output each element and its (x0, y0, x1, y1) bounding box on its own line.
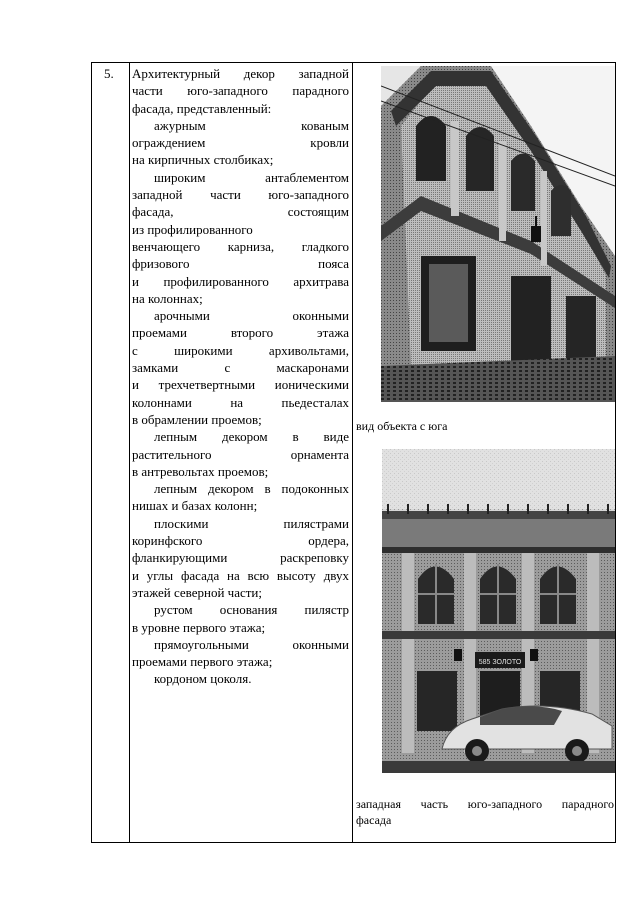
description-line: западной части юго-западного (132, 187, 349, 203)
description-line: лепным декором в виде (154, 429, 349, 445)
description-line: коринфского ордера, (132, 533, 349, 549)
description-line: и профилированного архитрава (132, 273, 349, 289)
description-line: проемами первого этажа; (132, 654, 273, 670)
description-line: из профилированного (132, 221, 253, 237)
description-line: фланкирующими раскреповку (132, 550, 349, 566)
description-line: в уровне первого этажа; (132, 619, 266, 635)
table-border-top (91, 62, 616, 63)
table-border-col1 (129, 62, 130, 843)
description-line: лепным декором в подоконных (154, 481, 349, 497)
description-line: рустом основания пилястр (154, 602, 349, 618)
description-line: в антревольтах проемов; (132, 463, 269, 479)
description-line: замками с маскаронами (132, 360, 349, 376)
description-line: нишах и базах колонн; (132, 498, 258, 514)
description-line: кордоном цоколя. (154, 671, 252, 687)
description-line: растительного орнамента (132, 446, 349, 462)
description-line: Архитектурный декор западной (132, 66, 349, 81)
table-border-left (91, 62, 92, 843)
description-line: и трехчетвертными ионическими (132, 377, 349, 393)
photo2-caption (356, 796, 614, 828)
description-line: колоннами на пьедесталах (132, 394, 349, 410)
photo-west-facade (382, 449, 615, 773)
description-line: плоскими пилястрами (154, 515, 349, 531)
description-line: этажей северной части; (132, 584, 262, 600)
description-line: на кирпичных столбиках; (132, 152, 274, 168)
description-line: арочными оконными (154, 308, 349, 324)
shop-sign: 585 ЗОЛОТО (478, 659, 522, 666)
description-line: части юго-западного парадного (132, 83, 349, 99)
table-border-bottom (91, 842, 616, 843)
description-line: с широкими архивольтами, (132, 342, 349, 358)
description-line: венчающего карниза, гладкого (132, 238, 349, 254)
table-border-col2 (352, 62, 353, 843)
description-line: фасада, состоящим (132, 204, 349, 220)
description-line: прямоугольными оконными (154, 636, 349, 652)
description-line: фризового пояса (132, 256, 349, 272)
photo-view-from-south (381, 66, 615, 402)
description-line: фасада, представленный: (132, 100, 272, 116)
description-line: проемами второго этажа (132, 325, 349, 341)
description-text (132, 65, 349, 688)
description-line: в обрамлении проемов; (132, 411, 262, 427)
description-line: ажурным кованым (154, 117, 349, 133)
description-line: ограждением кровли (132, 135, 349, 151)
description-line: на колоннах; (132, 290, 203, 306)
photo2-caption-line2: фасада (356, 813, 392, 827)
description-line: и углы фасада на всю высоту двух (132, 567, 349, 583)
photo2-caption-line1: западная часть юго-западного парадного (356, 797, 614, 811)
photo1-caption: вид объекта с юга (356, 419, 448, 433)
description-line: широким антаблементом (154, 169, 349, 185)
table-border-right (615, 62, 616, 843)
row-number: 5. (104, 66, 114, 81)
